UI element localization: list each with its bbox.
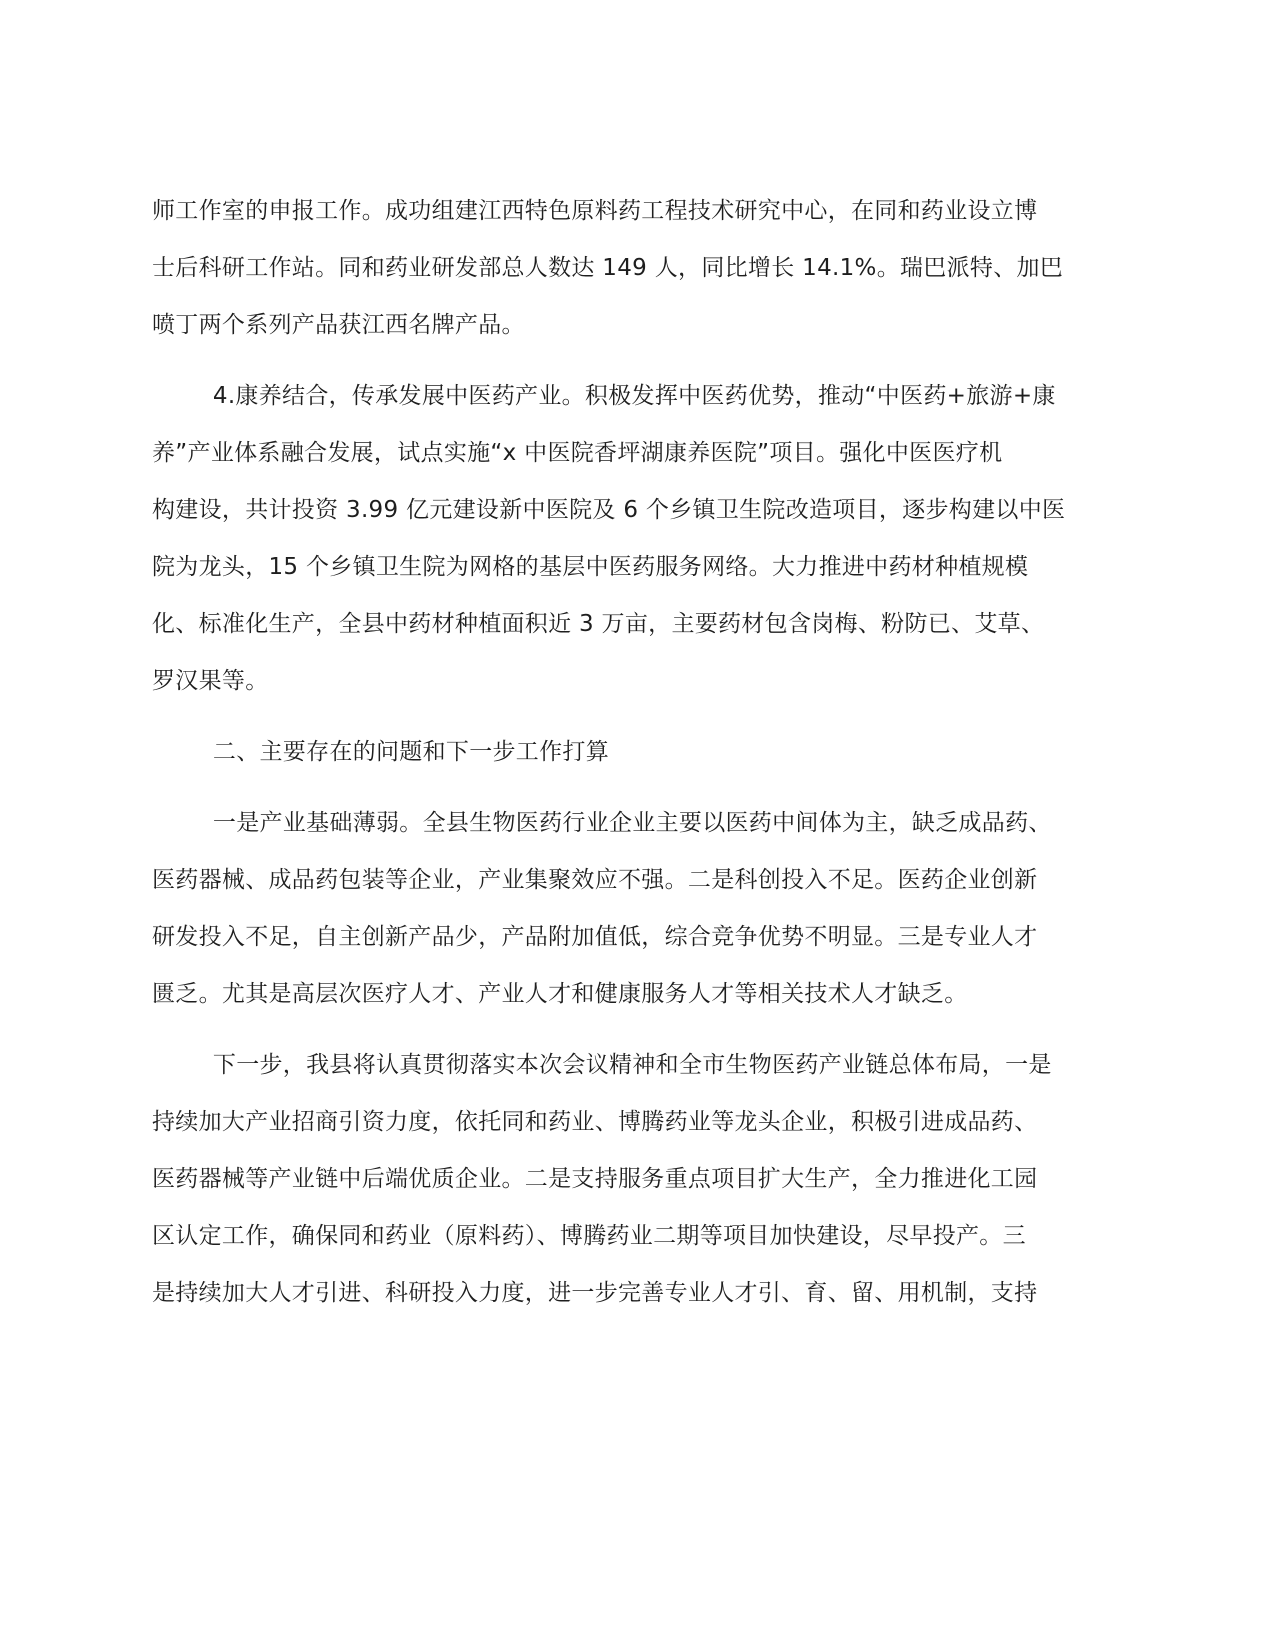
text-line: 区认定工作，确保同和药业（原料药）、博腾药业二期等项目加快建设，尽早投产。三 bbox=[152, 1223, 1026, 1249]
text-line: 医药器械、成品药包装等企业，产业集聚效应不强。二是科创投入不足。医药企业创新 bbox=[152, 867, 1038, 893]
paragraph-problems bbox=[152, 795, 1107, 1023]
paragraph-next-steps bbox=[152, 1037, 1107, 1322]
text-line: 喷丁两个系列产品获江西名牌产品。 bbox=[152, 312, 525, 338]
section-heading: 二、主要存在的问题和下一步工作打算 bbox=[152, 739, 609, 765]
text-line: 4.康养结合，传承发展中医药产业。积极发挥中医药优势，推动“中医药+旅游+康 bbox=[152, 383, 1056, 409]
text-line: 院为龙头，15 个乡镇卫生院为网格的基层中医药服务网络。大力推进中药材种植规模 bbox=[152, 554, 1029, 580]
text-line: 是持续加大人才引进、科研投入力度，进一步完善专业人才引、育、留、用机制，支持 bbox=[152, 1280, 1038, 1306]
text-line: 士后科研工作站。同和药业研发部总人数达 149 人，同比增长 14.1%。瑞巴派特、加巴 bbox=[152, 255, 1064, 281]
text-line: 罗汉果等。 bbox=[152, 668, 269, 694]
text-line: 一是产业基础薄弱。全县生物医药行业企业主要以医药中间体为主，缺乏成品药、 bbox=[152, 810, 1052, 836]
text-line: 研发投入不足，自主创新产品少，产品附加值低，综合竞争优势不明显。三是专业人才 bbox=[152, 924, 1038, 950]
text-line: 构建设，共计投资 3.99 亿元建设新中医院及 6 个乡镇卫生院改造项目，逐步构建以中医 bbox=[152, 497, 1066, 523]
text-line: 下一步，我县将认真贯彻落实本次会议精神和全市生物医药产业链总体布局，一是 bbox=[152, 1052, 1052, 1078]
text-line: 匮乏。尤其是高层次医疗人才、产业人才和健康服务人才等相关技术人才缺乏。 bbox=[152, 981, 968, 1007]
section-heading-problems bbox=[152, 724, 1107, 781]
text-line: 医药器械等产业链中后端优质企业。二是支持服务重点项目扩大生产，全力推进化工园 bbox=[152, 1166, 1038, 1192]
paragraph-tcm-industry bbox=[152, 368, 1107, 710]
paragraph-research-results bbox=[152, 183, 1107, 354]
text-line: 养”产业体系融合发展，试点实施“x 中医院香坪湖康养医院”项目。强化中医医疗机 bbox=[152, 440, 1003, 466]
text-line: 师工作室的申报工作。成功组建江西特色原料药工程技术研究中心，在同和药业设立博 bbox=[152, 198, 1038, 224]
text-line: 化、标准化生产，全县中药材种植面积近 3 万亩，主要药材包含岗梅、粉防已、艾草、 bbox=[152, 611, 1045, 637]
document-body bbox=[152, 183, 1107, 1322]
text-line: 持续加大产业招商引资力度，依托同和药业、博腾药业等龙头企业，积极引进成品药、 bbox=[152, 1109, 1038, 1135]
